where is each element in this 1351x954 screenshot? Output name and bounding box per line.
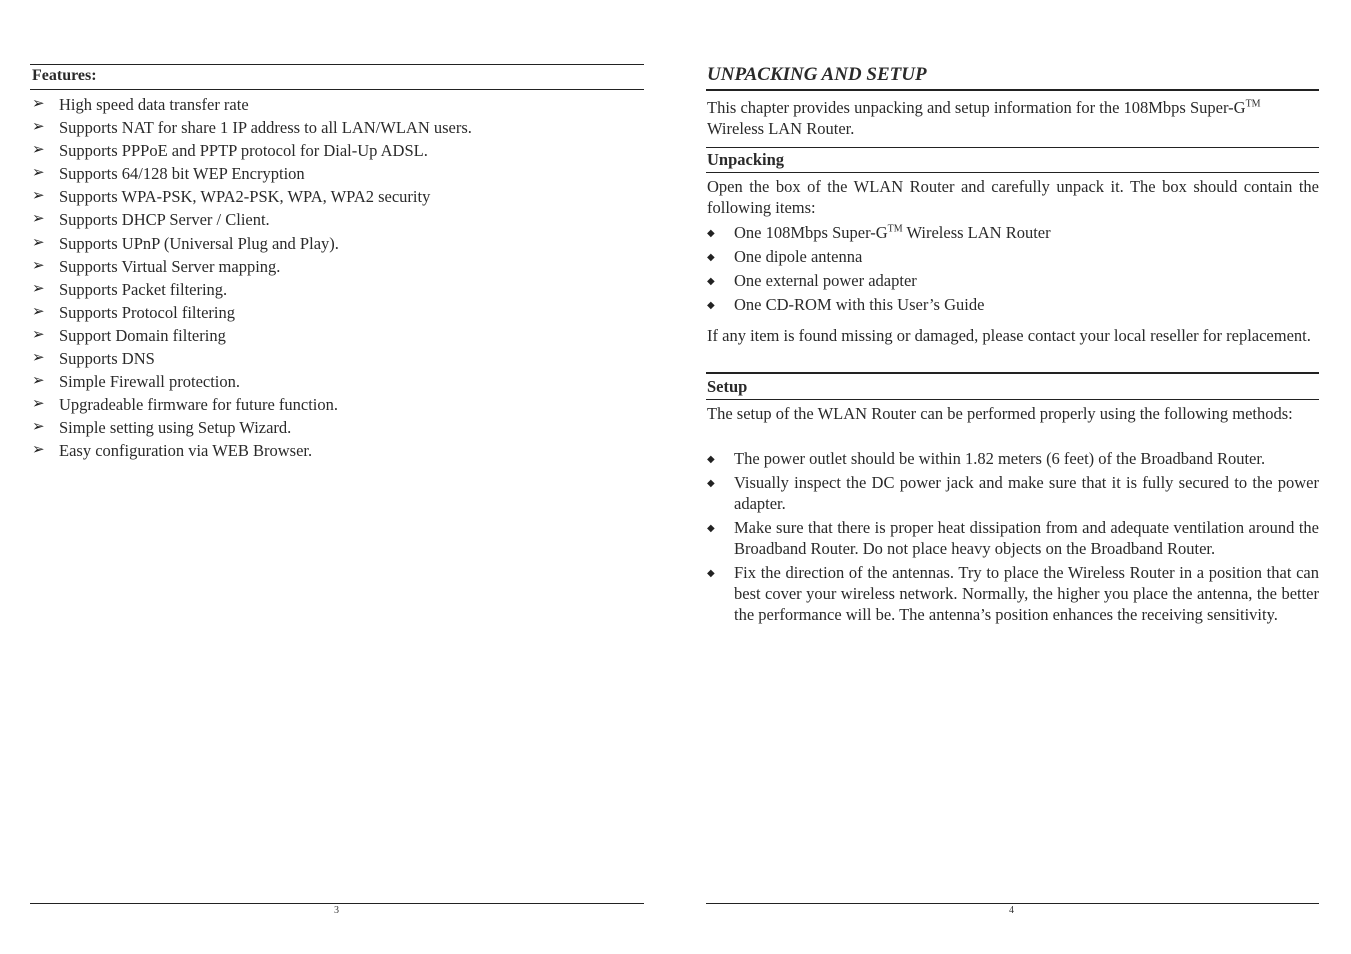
list-item: ➢ Supports Packet filtering. [32,279,228,299]
arrow-bullet-icon: ➢ [32,419,45,436]
section-rule [706,399,1319,400]
list-item: ◆ Fix the direction of the antennas. Try to place the Wireless Router in a position that can best cover your wireless network. Normally, the higher you place the antenna, the better the performance will be. The antenna’s position enhances the receiving sensitivity. [707,563,1319,624]
unpacking-heading: Unpacking [707,150,785,169]
section-rule [706,372,1319,374]
list-item: ➢ Supports UPnP (Universal Plug and Play). [32,233,339,253]
diamond-bullet-icon: ◆ [707,300,715,311]
chapter-rule [706,89,1319,91]
footer-rule [706,903,1319,904]
list-item: ➢ Supports Protocol filtering [32,302,235,322]
arrow-bullet-icon: ➢ [32,303,45,320]
arrow-bullet-icon: ➢ [32,442,45,459]
arrow-bullet-icon: ➢ [32,234,45,251]
arrow-bullet-icon: ➢ [32,257,45,274]
diamond-bullet-icon: ◆ [707,276,715,287]
list-item: ➢ Supports PPPoE and PPTP protocol for Dial-Up ADSL. [32,141,428,161]
diamond-bullet-icon: ◆ [707,568,715,579]
left-page [30,0,644,954]
diamond-bullet-icon: ◆ [707,228,715,239]
arrow-bullet-icon: ➢ [32,96,45,112]
list-item: ➢ Supports NAT for share 1 IP address to all LAN/WLAN users. [32,118,472,138]
items-list [706,222,1319,318]
arrow-bullet-icon: ➢ [32,165,45,182]
arrow-bullet-icon: ➢ [32,142,45,159]
list-item: ➢ Supports Virtual Server mapping. [32,256,281,276]
list-item: ◆ The power outlet should be within 1.82 meters (6 feet) of the Broadband Router. [707,449,1266,468]
list-item: ➢ High speed data transfer rate [32,95,249,114]
list-item: ◆ One CD-ROM with this User’s Guide [707,295,985,314]
list-item: ➢ Simple setting using Setup Wizard. [32,418,292,438]
list-item: ➢ Supports DHCP Server / Client. [32,210,270,230]
arrow-bullet-icon: ➢ [32,188,45,205]
list-item: ➢ Upgradeable firmware for future function. [32,395,339,415]
arrow-bullet-icon: ➢ [32,280,45,297]
list-item: ◆ One external power adapter [707,271,917,290]
diamond-bullet-icon: ◆ [707,454,715,465]
section-rule [706,147,1319,148]
chapter-title: UNPACKING AND SETUP [707,64,927,85]
list-item: ◆ One dipole antenna [707,247,863,266]
arrow-bullet-icon: ➢ [32,373,45,390]
list-item: ◆ One 108Mbps Super-G™ Wireless LAN Router [707,223,1051,242]
features-heading: Features: [32,67,97,84]
list-item: ➢ Supports WPA-PSK, WPA2-PSK, WPA, WPA2 security [32,187,431,207]
page-number: 4 [1009,905,1014,916]
list-item: ➢ Easy configuration via WEB Browser. [32,441,313,461]
unpacking-paragraph: Open the box of the WLAN Router and carefully unpack it. The box should contain the following items: [707,177,1319,217]
setup-paragraph: The setup of the WLAN Router can be performed properly using the following methods: [707,404,1293,423]
section-rule [706,172,1319,173]
setup-list [706,448,1319,628]
diamond-bullet-icon: ◆ [707,252,715,263]
setup-heading: Setup [707,377,748,396]
list-item: ➢ Support Domain filtering [32,325,226,345]
features-list [30,93,472,463]
diamond-bullet-icon: ◆ [707,478,715,489]
arrow-bullet-icon: ➢ [32,396,45,413]
intro-paragraph: This chapter provides unpacking and setup information for the 108Mbps Super-G™ Wireless LAN Router. [707,98,1261,138]
diamond-bullet-icon: ◆ [707,523,715,534]
list-item: ◆ Make sure that there is proper heat dissipation from and adequate ventilation around the Broadband Router. Do not place heavy objects on the Broadband Router. [707,518,1319,558]
arrow-bullet-icon: ➢ [32,119,45,136]
list-item: ◆ Visually inspect the DC power jack and make sure that it is fully secured to the power adapter. [707,473,1319,513]
heading-rule [30,89,644,90]
page-number: 3 [334,905,339,916]
right-page [706,0,1319,954]
list-item: ➢ Supports DNS [32,349,155,369]
footer-rule [30,903,644,904]
list-item: ➢ Supports 64/128 bit WEP Encryption [32,164,305,184]
arrow-bullet-icon: ➢ [32,326,45,343]
arrow-bullet-icon: ➢ [32,350,45,367]
list-item: ➢ Simple Firewall protection. [32,372,241,392]
missing-paragraph: If any item is found missing or damaged, please contact your local reseller for replacement. [707,326,1311,345]
arrow-bullet-icon: ➢ [32,211,45,228]
top-rule [30,64,644,65]
